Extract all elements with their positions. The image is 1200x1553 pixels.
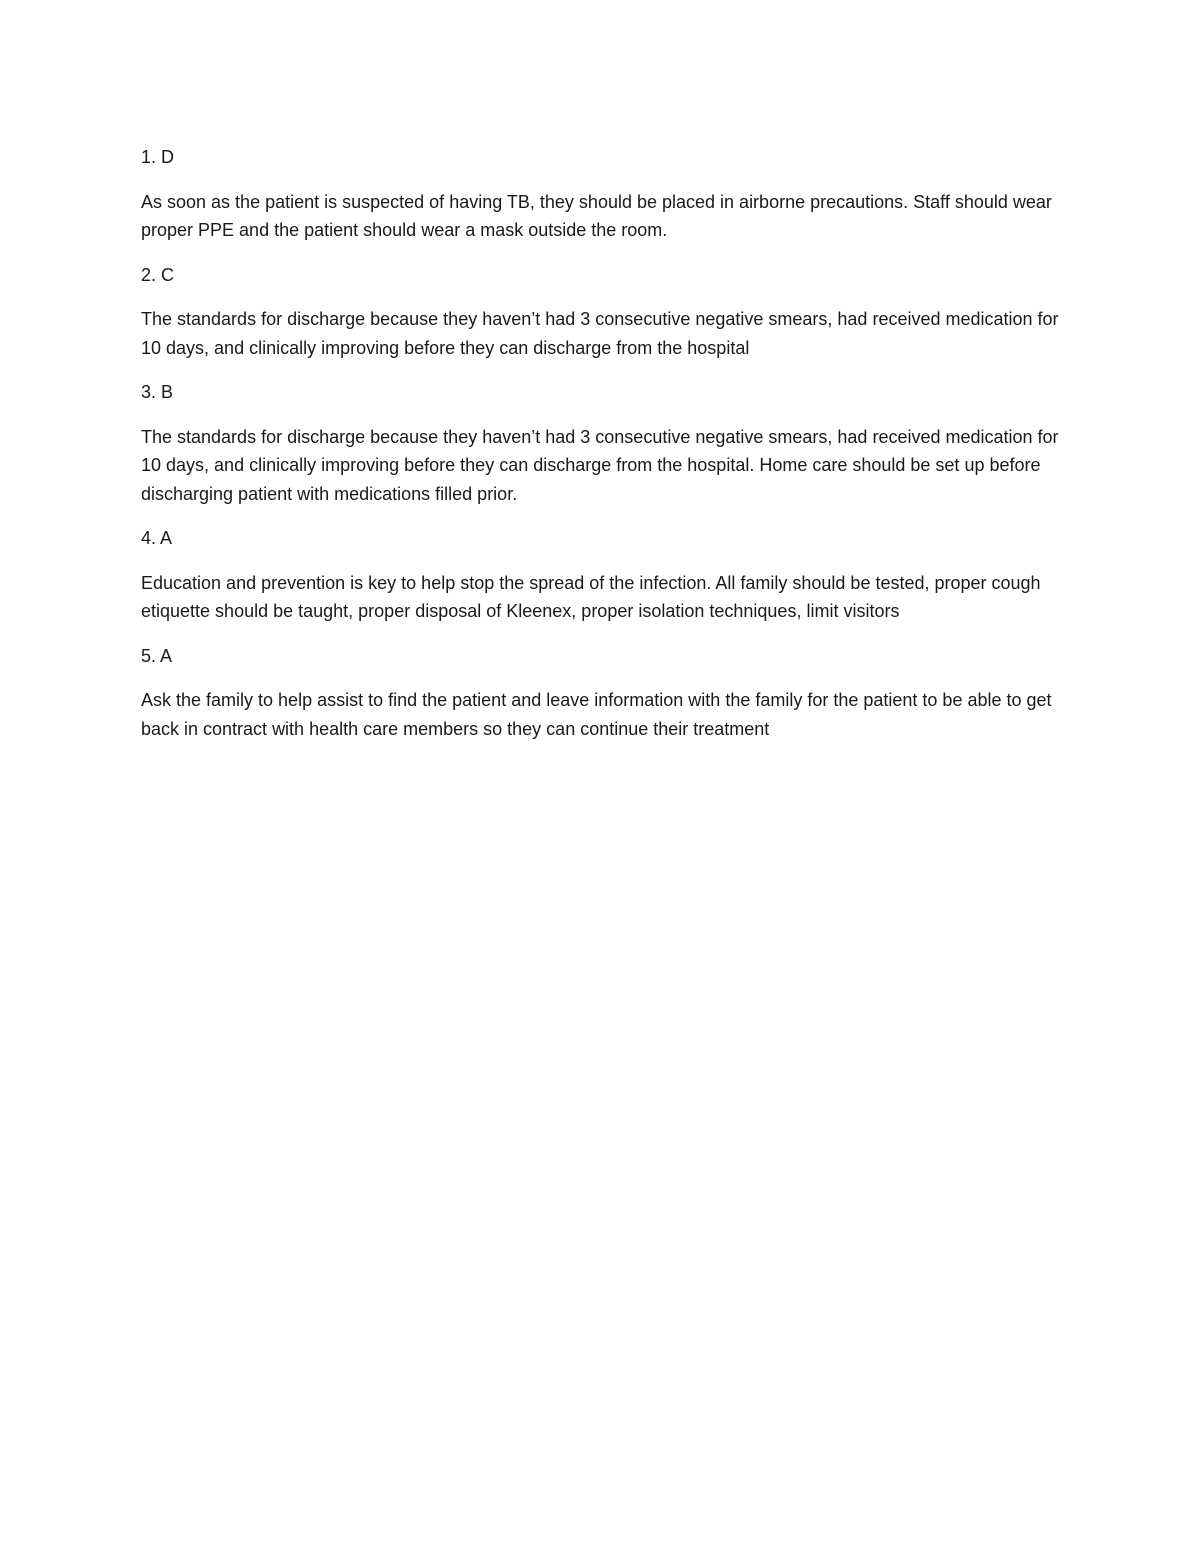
answer-item-5 — [141, 642, 1061, 744]
answer-number: 3. B — [141, 382, 174, 402]
answer-rationale: The standards for discharge because they haven’t had 3 consecutive negative smears, had received medication for 10 days, and clinically improving before they can discharge from the hospital. Home care should be set up before discharging patient with medications filled prior. — [141, 426, 1059, 504]
answer-item-1 — [141, 143, 1061, 245]
answer-number: 2. C — [141, 264, 175, 285]
answer-number: 1. D — [141, 147, 175, 167]
answer-rationale: The standards for discharge because they haven’t had 3 consecutive negative smears, had received medication for 10 days, and clinically improving before they can discharge from the hospital — [141, 309, 1059, 358]
answer-number: 4. A — [141, 528, 173, 548]
answer-item-2 — [141, 261, 1061, 363]
answer-rationale: Ask the family to help assist to find the patient and leave information with the family for the patient to be able to get back in contract with health care members so they can continue their treatment — [141, 690, 1052, 739]
answer-item-3 — [141, 378, 1061, 508]
answer-item-4 — [141, 524, 1061, 626]
answer-number: 5. A — [141, 645, 173, 666]
answer-rationale: As soon as the patient is suspected of having TB, they should be placed in airborne precautions. Staff should wear proper PPE and the patient should wear a mask outside the room. — [141, 191, 1052, 240]
document-body — [141, 143, 1061, 759]
answer-rationale: Education and prevention is key to help stop the spread of the infection. All family should be tested, proper cough etiquette should be taught, proper disposal of Kleenex, proper isolation techniques, limit visitors — [141, 572, 1041, 621]
